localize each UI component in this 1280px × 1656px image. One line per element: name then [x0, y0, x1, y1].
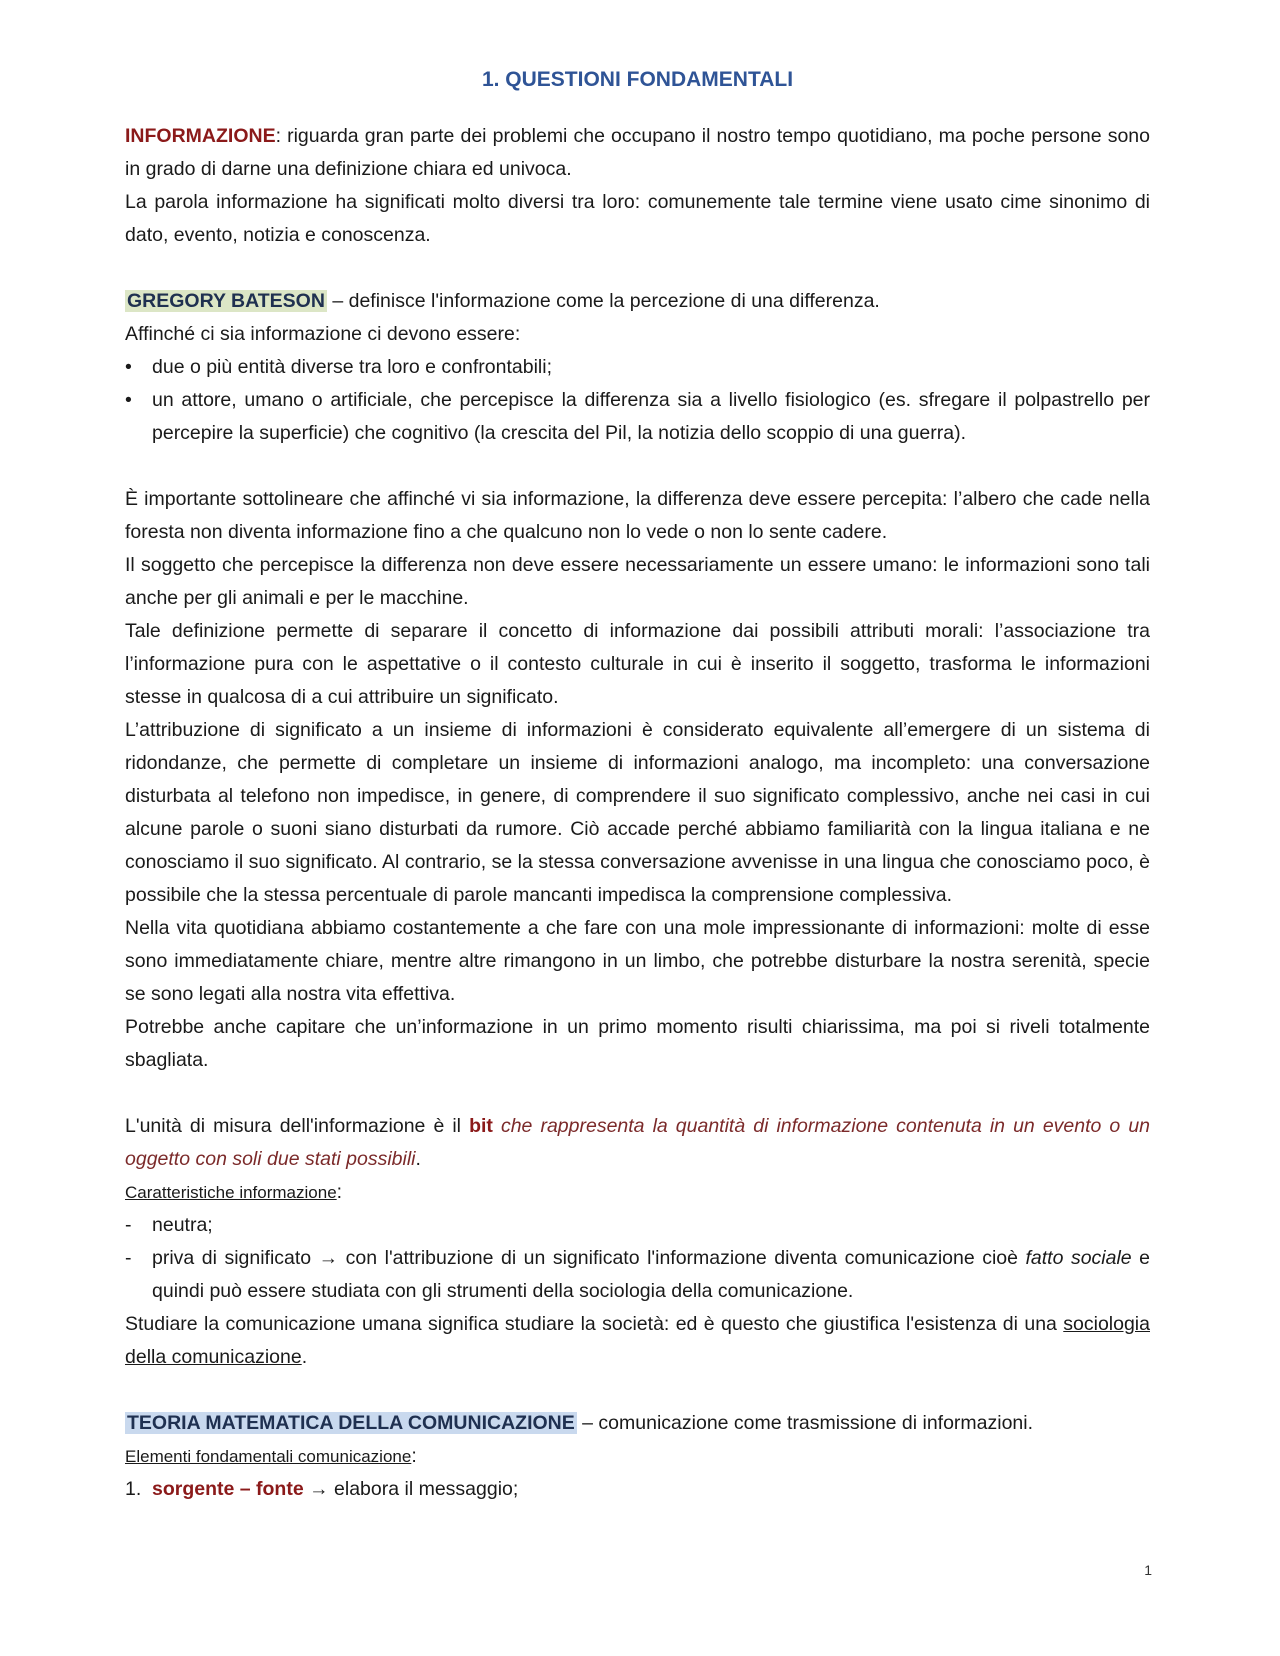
page-title: 1. QUESTIONI FONDAMENTALI [481, 68, 794, 91]
body-paragraph: Tale definizione permette di separare il concetto di informazione dai possibili attributi morali: l’associazione tra l’informazione pura con le aspettative o il contesto culturale in cui è inserito il soggetto, trasforma le informazioni stesse in qualcosa di a cui attribuire un significato. [125, 620, 1150, 708]
term-informazione: INFORMAZIONE [125, 125, 276, 147]
underlined-term: sociologia della comunicazione [125, 1313, 1150, 1368]
dash-icon: - [125, 1247, 132, 1269]
term-bit: bit [469, 1115, 493, 1137]
highlight-bateson: GREGORY BATESON [127, 290, 325, 312]
body-paragraph: L’attribuzione di significato a un insieme di informazioni è considerato equivalente all’emergere di un sistema di ridondanze, che permette di completare un insieme di informazioni analogo, ma incompleto: una conversazione disturbata al telefono non impedisce, in genere, di comprendere il suo significato complessivo, anche nei casi in cui alcune parole o suoni siano disturbati da rumore. Ciò accade perché abbiamo familiarità con la lingua italiana e ne conosciamo il suo significato. Al contrario, se la stessa conversazione avvenisse in una lingua che conosciamo poco, è possibile che la stessa percentuale di parole mancanti impedisca la comprensione complessiva. [125, 719, 1150, 906]
bullet-icon: • [125, 389, 132, 411]
bullet-icon: • [125, 356, 132, 378]
list-item: - neutra; [125, 1209, 1150, 1242]
paragraph-bateson: GREGORY BATESON – definisce l'informazione come la percezione di una differenza. [127, 290, 880, 312]
list-item: • un attore, umano o artificiale, che percepisce la differenza sia a livello fisiologico (es. sfregare il polpastrello per percepire la superficie) che cognitivo (la crescita del Pil, la notizia dello scoppio di una guerra). [125, 384, 1150, 450]
paragraph-studiare: Studiare la comunicazione umana significa studiare la società: ed è questo che giustifica l'esistenza di una sociologia della comunicazione. [125, 1313, 1150, 1368]
bullet-list [125, 351, 1150, 450]
paragraph-bit: L'unità di misura dell'informazione è il bit che rappresenta la quantità di informazione contenuta in un evento o un oggetto con soli due stati possibili. [125, 1115, 1151, 1170]
dash-list [125, 1209, 1150, 1308]
bit-definition: che rappresenta la quantità di informazione contenuta in un evento o un oggetto con soli due stati possibili [125, 1115, 1151, 1170]
page-number: 1 [1144, 1562, 1152, 1578]
arrow-right-icon: → [318, 1247, 339, 1269]
arrow-right-icon: → [309, 1478, 329, 1500]
elements-label: Elementi fondamentali comunicazione: [125, 1445, 417, 1467]
highlight-teoria: TEORIA MATEMATICA DELLA COMUNICAZIONE [127, 1412, 575, 1434]
term-sorgente: sorgente – fonte [152, 1478, 304, 1500]
paragraph-teoria: TEORIA MATEMATICA DELLA COMUNICAZIONE – comunicazione come trasmissione di informazioni. [127, 1412, 1034, 1434]
paragraph-informazione: INFORMAZIONE: riguarda gran parte dei problemi che occupano il nostro tempo quotidiano, ma poche persone sono in grado di darne una definizione chiara ed univoca. [125, 125, 1150, 180]
numbered-list [125, 1473, 1150, 1506]
paragraph-bateson-intro: Affinché ci sia informazione ci devono essere: [125, 323, 521, 345]
dash-icon: - [125, 1214, 132, 1236]
list-number: 1. [125, 1478, 142, 1500]
list-item: 1. sorgente – fonte → elabora il messaggio; [125, 1473, 1150, 1506]
body-paragraph: Potrebbe anche capitare che un’informazione in un primo momento risulti chiarissima, ma poi si riveli totalmente sbagliata. [125, 1016, 1150, 1071]
body-paragraph: Il soggetto che percepisce la differenza non deve essere necessariamente un essere umano: le informazioni sono tali anche per gli animali e per le macchine. [125, 554, 1150, 609]
paragraph-definition: La parola informazione ha significati molto diversi tra loro: comunemente tale termine viene usato cime sinonimo di dato, evento, notizia e conoscenza. [125, 191, 1150, 246]
list-item: - priva di significato → con l'attribuzione di un significato l'informazione diventa comunicazione cioè fatto sociale e quindi può essere studiata con gli strumenti della sociologia della comunicazione. [125, 1242, 1150, 1308]
list-item: • due o più entità diverse tra loro e confrontabili; [125, 351, 1150, 384]
caratteristiche-label: Caratteristiche informazione: [125, 1181, 343, 1203]
body-paragraph: È importante sottolineare che affinché vi sia informazione, la differenza deve essere percepita: l’albero che cade nella foresta non diventa informazione fino a che qualcuno non lo vede o non lo sente cadere. [125, 488, 1150, 543]
body-paragraph: Nella vita quotidiana abbiamo costantemente a che fare con una mole impressionante di informazioni: molte di esse sono immediatamente chiare, mentre altre rimangono in un limbo, che potrebbe disturbare la nostra serenità, specie se sono legati alla nostra vita effettiva. [125, 917, 1150, 1005]
